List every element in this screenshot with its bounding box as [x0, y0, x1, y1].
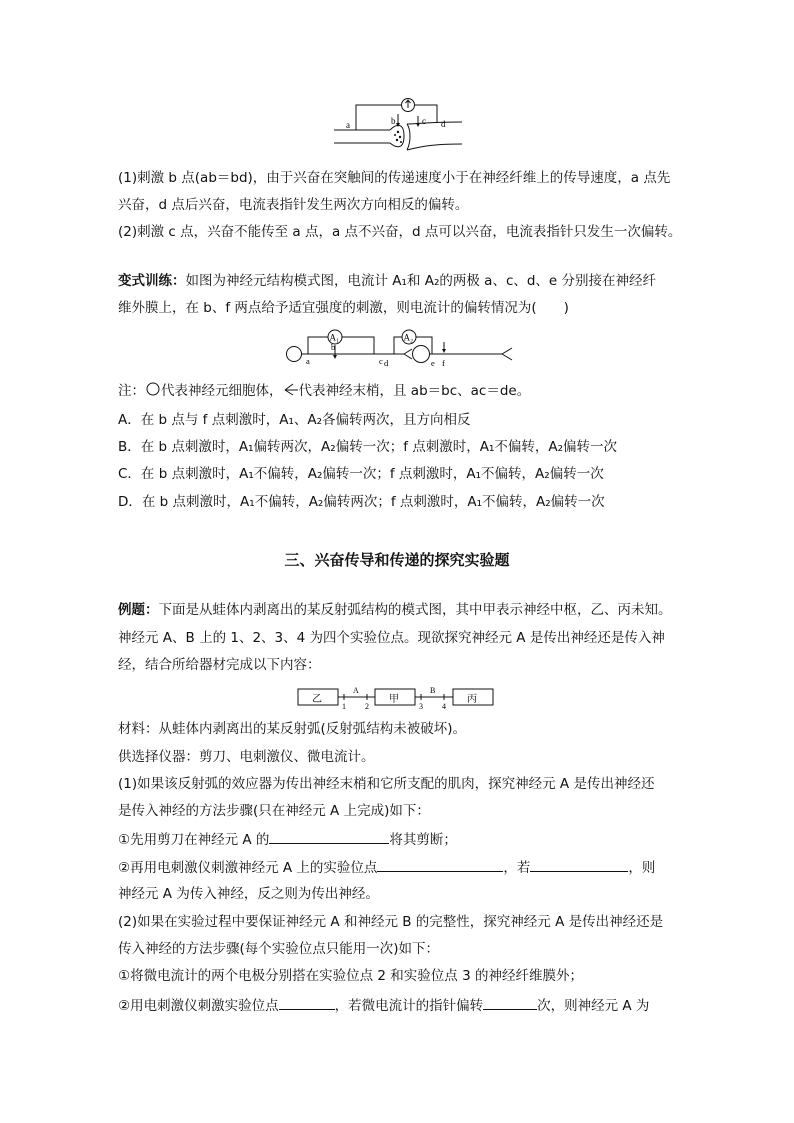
- exercise-line2: 维外膜上，在 b、f 两点给予适宜强度的刺激，则电流计的偏转情况为( ): [118, 300, 569, 316]
- note-part2: 代表神经末梢，且 ab＝bc、ac＝de。: [298, 383, 531, 399]
- answer-blank[interactable]: [483, 995, 537, 1010]
- answer-blank[interactable]: [279, 995, 335, 1010]
- example-line3: 经，结合所给器材完成以下内容：: [118, 657, 321, 673]
- neuron-figure: [284, 328, 514, 370]
- reflex-arc-figure: [297, 684, 495, 710]
- point-4: 4: [442, 702, 446, 710]
- para1-line2: 兴奋，d 点后兴奋，电流表指针发生两次方向相反的偏转。: [118, 197, 469, 213]
- section-title: 三、兴奋传导和传递的探究实验题: [284, 551, 510, 569]
- fig2-label-b: b: [331, 342, 336, 352]
- example-line1: [118, 600, 672, 620]
- q1-line2: 是传入神经的方法步骤(只在神经元 A 上完成)如下：: [118, 803, 430, 819]
- neuron-a-label: A: [353, 686, 359, 695]
- q2-step2: [118, 995, 649, 1016]
- q1-line1: (1)如果该反射弧的效应器为传出神经末梢和它所支配的肌肉，探究神经元 A 是传出神经还: [118, 776, 655, 792]
- material-line: 材料：从蛙体内剥离出的某反射弧(反射弧结构未被破坏)。: [118, 721, 467, 737]
- point-3: 3: [419, 702, 423, 710]
- fig2-label-d: d: [384, 358, 389, 368]
- q1-step1-end: 将其剪断；: [389, 832, 457, 848]
- answer-blank[interactable]: [530, 857, 628, 872]
- point-1: 1: [342, 702, 346, 710]
- q1-step2-mid: ，若: [503, 860, 531, 876]
- fig2-label-a: a: [306, 356, 310, 366]
- answer-blank[interactable]: [269, 829, 389, 844]
- fig1-label-c: c: [422, 116, 426, 126]
- option-c: C．在 b 点刺激时，A₁不偏转，A₂偏转一次；f 点刺激时，A₁不偏转，A₂偏转一次: [118, 466, 604, 482]
- exercise-text: 如图为神经元结构模式图，电流计 A₁和 A₂的两极 a、c、d、e 分别接在神经纤: [185, 273, 657, 289]
- note-part1: 代表神经元细胞体，: [161, 383, 283, 399]
- note-line: [118, 381, 530, 401]
- q2-step2-text: ②用电刺激仪刺激实验位点: [118, 998, 279, 1014]
- fig2-label-f: f: [442, 358, 445, 368]
- answer-blank[interactable]: [377, 857, 503, 872]
- fig1-label-a: a: [346, 120, 350, 130]
- para1-line1: (1)刺激 b 点(ab＝bd)，由于兴奋在突触间的传递速度小于在神经纤维上的传导速度，a 点先: [118, 170, 671, 186]
- q2-step2-end: 次，则神经元 A 为: [537, 998, 650, 1014]
- option-b: B．在 b 点刺激时，A₁偏转两次，A₂偏转一次；f 点刺激时，A₁不偏转，A₂偏转一次: [118, 439, 618, 455]
- para2: (2)刺激 c 点，兴奋不能传至 a 点，a 点不兴奋，d 点可以兴奋，电流表指针只发生一次偏转。: [118, 224, 682, 240]
- soma-symbol-icon: [145, 382, 161, 396]
- option-d: D．在 b 点刺激时，A₁不偏转，A₂偏转两次；f 点刺激时，A₁不偏转，A₂偏转一次: [118, 494, 605, 510]
- q2-step1: ①将微电流计的两个电极分别搭在实验位点 2 和实验位点 3 的神经纤维膜外；: [118, 968, 583, 984]
- option-a: A．在 b 点与 f 点刺激时，A₁、A₂各偏转两次，且方向相反: [118, 412, 471, 428]
- example-text: 下面是从蛙体内剥离出的某反射弧结构的模式图，其中甲表示神经中枢，乙、丙未知。: [158, 602, 672, 618]
- q2-line2: 传入神经的方法步骤(每个实验位点只能用一次)如下：: [118, 941, 440, 957]
- q1-step1-text: ①先用剪刀在神经元 A 的: [118, 832, 270, 848]
- q2-step2-mid: ，若微电流计的指针偏转: [334, 998, 484, 1014]
- nerve-ending-icon: [283, 382, 299, 396]
- neuron-b-label: B: [430, 686, 436, 695]
- note-prefix: 注：: [118, 383, 145, 399]
- meter-a1: A₁: [329, 332, 340, 343]
- q1-step2-text: ②再用电刺激仪刺激神经元 A 上的实验位点: [118, 860, 378, 876]
- fig2-label-e: e: [431, 358, 435, 368]
- example-line2: 神经元 A、B 上的 1、2、3、4 为四个实验位点。现欲探究神经元 A 是传出神经还是传入神: [118, 630, 665, 646]
- q1-step2: [118, 857, 655, 878]
- instruments-line: 供选择仪器：剪刀、电刺激仪、微电流计。: [118, 749, 375, 765]
- exercise-line1: [118, 271, 656, 291]
- meter-a2: A₂: [403, 332, 414, 343]
- box-jia: 甲: [389, 694, 399, 705]
- q1-step2-end: ，则: [628, 860, 656, 876]
- q1-step1: [118, 829, 457, 850]
- fig2-label-c: c: [379, 356, 383, 366]
- box-yi: 乙: [312, 694, 322, 705]
- soma-icon: [287, 347, 302, 362]
- fig1-label-d: d: [441, 119, 446, 129]
- box-bing: 丙: [467, 694, 477, 705]
- example-label: 例题：: [118, 602, 159, 618]
- exercise-label: 变式训练：: [118, 273, 186, 289]
- synapse-figure: [334, 94, 462, 158]
- q2-line1: (2)如果在实验过程中要保证神经元 A 和神经元 B 的完整性，探究神经元 A 是传出神经还是: [118, 914, 664, 930]
- q1-step3: 神经元 A 为传入神经，反之则为传出神经。: [118, 886, 379, 902]
- fig1-label-b: b: [391, 116, 396, 126]
- point-2: 2: [365, 702, 369, 710]
